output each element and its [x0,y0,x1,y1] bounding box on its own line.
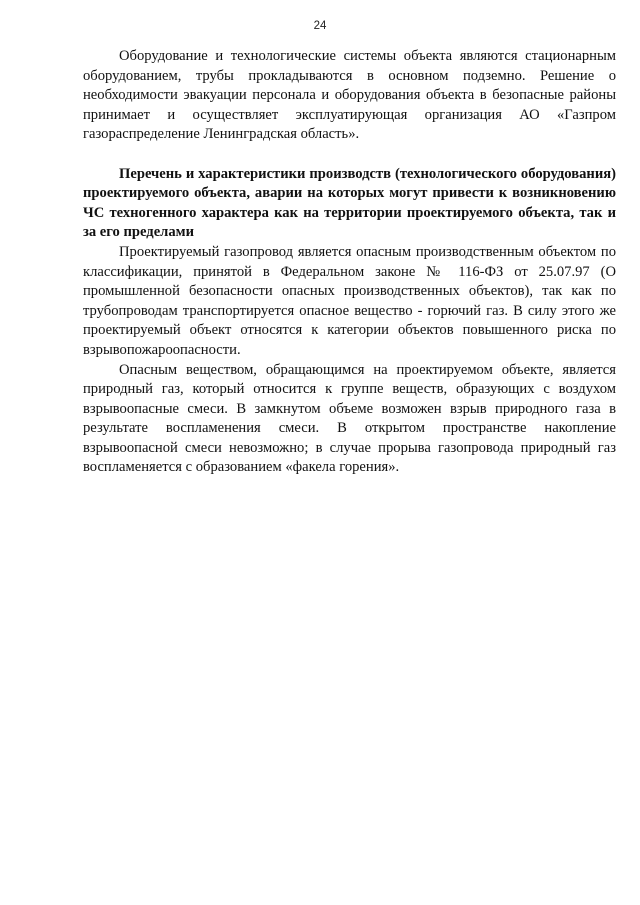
paragraph-equipment: Оборудование и технологические системы объекта являются стационарным оборудованием, трубы прокладываются в основном подземно. Решение о необходимости эвакуации персонала и оборудования объекта в безопасные районы принимает и осуществляет эксплуатирующая организация АО «Газпром газораспределение Ленинградская область». [83,48,616,143]
page-number: 24 [313,20,327,32]
document-body [83,47,616,478]
paragraph-natural-gas: Опасным веществом, обращающимся на проектируемом объекте, является природный газ, который относится к группе веществ, образующих с воздухом взрывоопасные смеси. В замкнутом объеме возможен взрыв природного газа в результате воспламенения смеси. В открытом пространстве накопление взрывоопасной смеси невозможно; в случае прорыва газопровода природный газ воспламеняется с образованием «факела горения». [83,361,616,476]
section-heading: Перечень и характеристики производств (технологического оборудования) проектируемого объекта, аварии на которых могут привести к возникновению ЧС техногенного характера как на территории проектируемого объекта, так и за его пределами [83,165,616,241]
paragraph-pipeline-hazard: Проектируемый газопровод является опасным производственным объектом по классификации, принятой в Федеральном законе № 116-ФЗ от 25.07.97 (О промышленной безопасности опасных производственных объектов), так как по трубопроводам транспортируется опасное вещество - горючий газ. В силу этого же проектируемый объект относятся к категории объектов повышенного риска по взрывопожароопасности. [83,243,616,358]
